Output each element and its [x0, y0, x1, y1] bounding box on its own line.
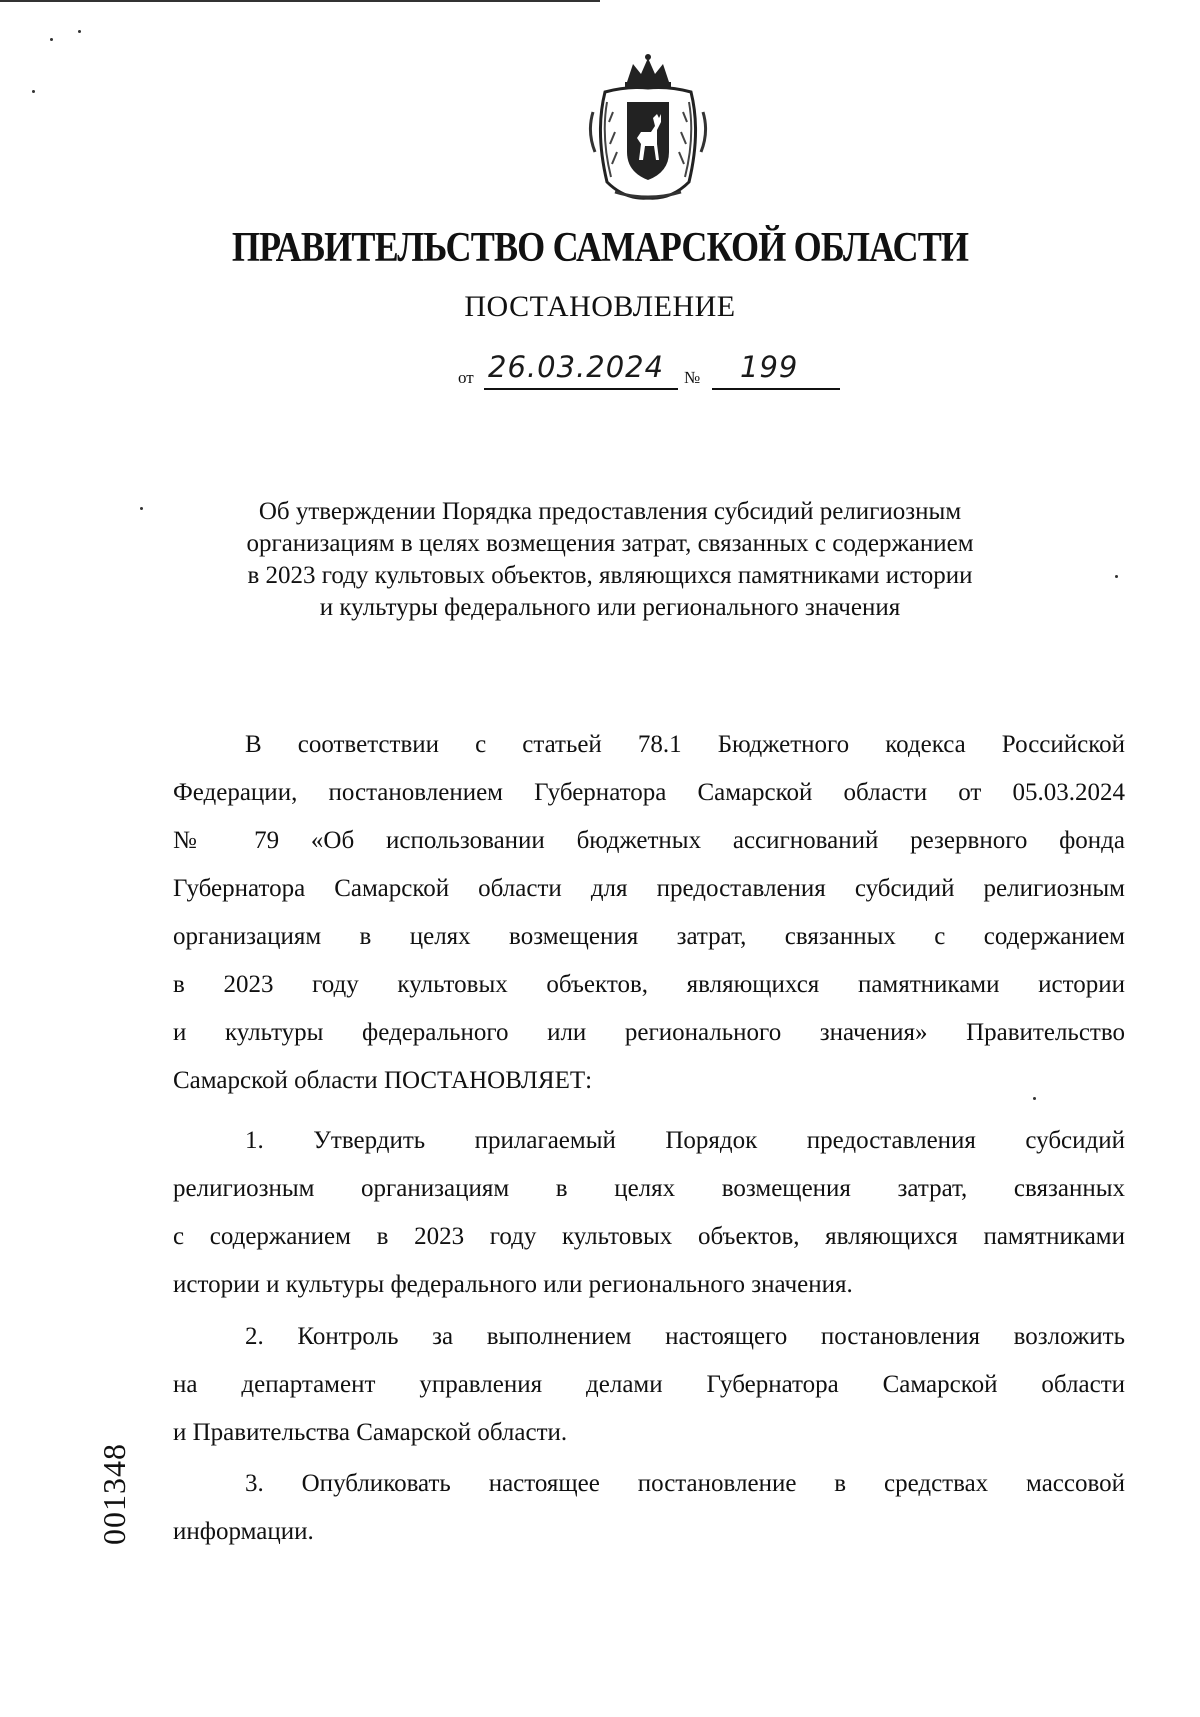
text-line: 2. Контроль за выполнением настоящего постановления возложить — [245, 1323, 1125, 1350]
scan-speck — [32, 90, 35, 93]
text-line: в 2023 году культовых объектов, являющихся памятниками истории — [173, 971, 1125, 998]
date-prefix: от — [458, 368, 474, 387]
scan-speck — [50, 38, 53, 41]
number-sign: № — [684, 368, 701, 387]
scan-speck — [78, 30, 81, 33]
text-line: с содержанием в 2023 году культовых объектов, являющихся памятниками — [173, 1223, 1125, 1250]
number-underline — [712, 388, 840, 390]
text-line: и культуры федерального или регионального значения» Правительство — [173, 1019, 1125, 1046]
scan-edge-line — [0, 0, 600, 2]
text-line: организациям в целях возмещения затрат, связанных с содержанием — [173, 923, 1125, 950]
preamble-paragraph — [173, 721, 1125, 1105]
text-line: Губернатора Самарской области для предоставления субсидий религиозным — [173, 875, 1125, 902]
handwritten-number: 199 — [740, 350, 799, 384]
government-title: ПРАВИТЕЛЬСТВО САМАРСКОЙ ОБЛАСТИ — [231, 225, 969, 271]
text-line: на департамент управления делами Губернатора Самарской области — [173, 1371, 1125, 1398]
handwritten-date: 26.03.2024 — [488, 350, 665, 384]
date-underline — [484, 388, 678, 390]
item-2-paragraph — [173, 1313, 1125, 1457]
item-1-paragraph — [173, 1117, 1125, 1309]
text-line: 1. Утвердить прилагаемый Порядок предоставления субсидий — [245, 1127, 1125, 1154]
text-line: и Правительства Самарской области. — [173, 1419, 568, 1446]
date-number-line — [458, 350, 858, 394]
text-line: религиозным организациям в целях возмещения затрат, связанных — [173, 1175, 1125, 1202]
text-line: № 79 «Об использовании бюджетных ассигнований резервного фонда — [173, 827, 1125, 854]
scan-speck — [1115, 575, 1118, 578]
text-line: истории и культуры федерального или регионального значения. — [173, 1271, 853, 1298]
document-subject: Об утверждении Порядка предоставления субсидий религиозным организациям в целях возмещения затрат, связанных с содержанием в 2023 году культовых объектов, являющихся памятниками истории и культуры федерального или регионального значения — [246, 498, 974, 621]
text-line: 3. Опубликовать настоящее постановление в средствах массовой — [245, 1470, 1125, 1497]
registration-number: 001348 — [96, 1443, 132, 1545]
text-line: Самарской области ПОСТАНОВЛЯЕТ: — [173, 1067, 593, 1094]
text-line: Федерации, постановлением Губернатора Самарской области от 05.03.2024 — [173, 779, 1125, 806]
document-type: ПОСТАНОВЛЕНИЕ — [464, 290, 736, 323]
text-line: информации. — [173, 1518, 314, 1545]
samara-coat-of-arms-icon — [585, 52, 711, 202]
text-line: В соответствии с статьей 78.1 Бюджетного кодекса Российской — [245, 731, 1125, 758]
item-3-paragraph — [173, 1460, 1125, 1556]
scan-speck — [140, 507, 143, 510]
scan-speck — [1033, 1097, 1036, 1100]
